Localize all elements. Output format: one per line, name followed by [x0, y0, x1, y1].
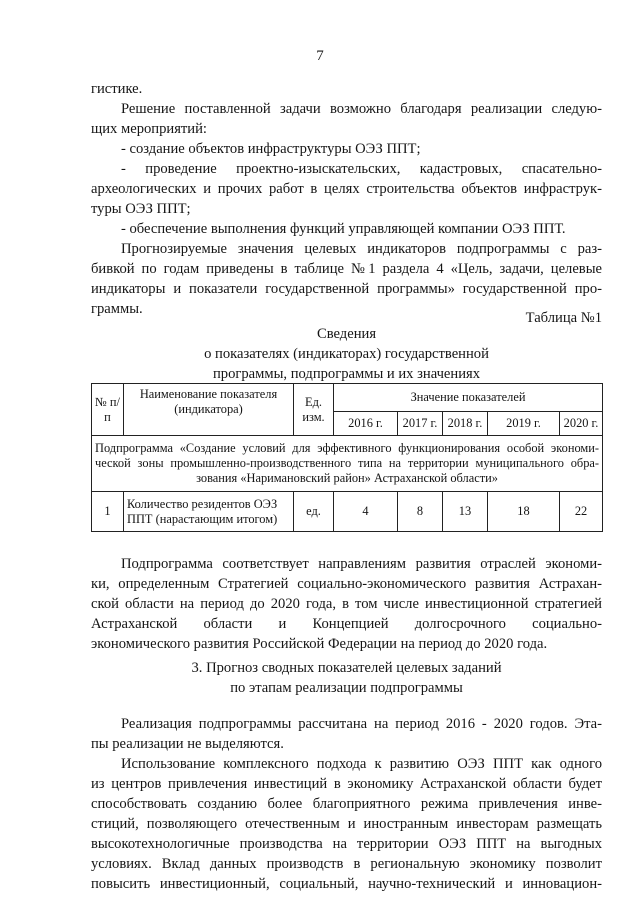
- subprogram-line: зования «Наримановский район» Астраханской области»: [196, 471, 498, 485]
- text-line: способствовать созданию более благоприятного режима привлечения инве-: [91, 796, 602, 812]
- text-line: гистике.: [91, 81, 143, 97]
- text-line: Решение поставленной задачи возможно благодаря реализации следую-: [121, 101, 602, 117]
- text-line: Прогнозируемые значения целевых индикаторов подпрограммы с раз-: [121, 241, 602, 257]
- header-unit: Ед. изм.: [294, 384, 334, 436]
- header-year: 2019 г.: [488, 412, 560, 436]
- implementation-text: [91, 714, 602, 894]
- text-line: повысить инвестиционный, социальный, научно-технический и инновацион-: [91, 876, 602, 892]
- cell-name: Количество резидентов ОЭЗ ППТ (нарастающим итогом): [124, 492, 294, 532]
- header-num: № п/п: [92, 384, 124, 436]
- table-title-line: программы, подпрограммы и их значениях: [212, 366, 481, 382]
- text-line: туры ОЭЗ ППТ;: [91, 201, 191, 217]
- header-year: 2018 г.: [443, 412, 488, 436]
- text-line: индикаторы и показатели государственной программы» государственной про-: [91, 281, 602, 297]
- list-item: - обеспечение выполнения функций управляющей компании ОЭЗ ППТ.: [121, 221, 566, 237]
- list-item: - создание объектов инфраструктуры ОЭЗ ППТ;: [121, 141, 421, 157]
- section-heading-line: по этапам реализации подпрограммы: [230, 680, 463, 696]
- subprogram-row: [92, 436, 603, 492]
- text-line: пы реализации не выделяются.: [91, 736, 284, 752]
- text-line: ки, определенным Стратегией социально-экономического развития Астрахан-: [91, 576, 602, 592]
- header-year: 2016 г.: [334, 412, 398, 436]
- strategy-paragraph: [91, 554, 602, 654]
- text-line: Реализация подпрограммы рассчитана на период 2016 - 2020 годов. Эта-: [121, 716, 602, 732]
- text-line: археологических и прочих работ в целях строительства объектов инфраструк-: [91, 181, 602, 197]
- indicators-table: [91, 383, 603, 532]
- text-line: Астраханской области и Концепцией долгосрочного социально-: [91, 616, 602, 632]
- text-line: щих мероприятий:: [91, 121, 207, 137]
- cell-value: 8: [398, 492, 443, 532]
- intro-text: [91, 79, 602, 319]
- header-name: Наименование показателя (индикатора): [124, 384, 294, 436]
- section-heading: [91, 658, 602, 698]
- text-line: экономического развития Российской Федерации на период до 2020 года.: [91, 636, 548, 652]
- list-item: - проведение проектно-изыскательских, кадастровых, спасательно-: [121, 161, 602, 177]
- text-line: Использование комплексного подхода к развитию ОЭЗ ППТ как одного: [121, 756, 602, 772]
- header-year: 2020 г.: [560, 412, 603, 436]
- text-line: стиций, позволяющего отечественным и иностранным инвесторам размещать: [91, 816, 602, 832]
- text-line: условиях. Вклад данных производств в региональную экономику позволит: [91, 856, 602, 872]
- text-line: бивкой по годам приведены в таблице №1 раздела 4 «Цель, задачи, целевые: [91, 261, 602, 277]
- section-heading-line: 3. Прогноз сводных показателей целевых заданий: [191, 660, 502, 676]
- table-title-line: Сведения: [316, 326, 377, 342]
- table-title-line: о показателях (индикаторах) государственной: [204, 346, 489, 362]
- cell-value: 18: [488, 492, 560, 532]
- table-title: [91, 324, 602, 384]
- table-label: Таблица №1: [525, 310, 602, 326]
- text-line: Подпрограмма соответствует направлениям развития отраслей экономи-: [121, 556, 602, 572]
- cell-value: 22: [560, 492, 603, 532]
- page-number: 7: [316, 48, 324, 64]
- table-row: [92, 492, 603, 532]
- cell-unit: ед.: [294, 492, 334, 532]
- cell-value: 4: [334, 492, 398, 532]
- text-line: из центров привлечения инвестиций в экономику Астраханской области будет: [91, 776, 602, 792]
- text-line: ской области на период до 2020 года, в том числе инвестиционной стратегией: [91, 596, 602, 612]
- cell-num: 1: [92, 492, 124, 532]
- subprogram-line: Подпрограмма «Создание условий для эффективного функционирования особой экономи-: [95, 441, 600, 455]
- header-values: Значение показателей: [334, 384, 603, 412]
- subprogram-line: ческой зоны промышленно-производственного типа на территории муниципального обра-: [95, 456, 600, 470]
- header-year: 2017 г.: [398, 412, 443, 436]
- cell-value: 13: [443, 492, 488, 532]
- text-line: граммы.: [91, 301, 143, 317]
- text-line: высокотехнологичные производства на территории ОЭЗ ППТ на выгодных: [91, 836, 602, 852]
